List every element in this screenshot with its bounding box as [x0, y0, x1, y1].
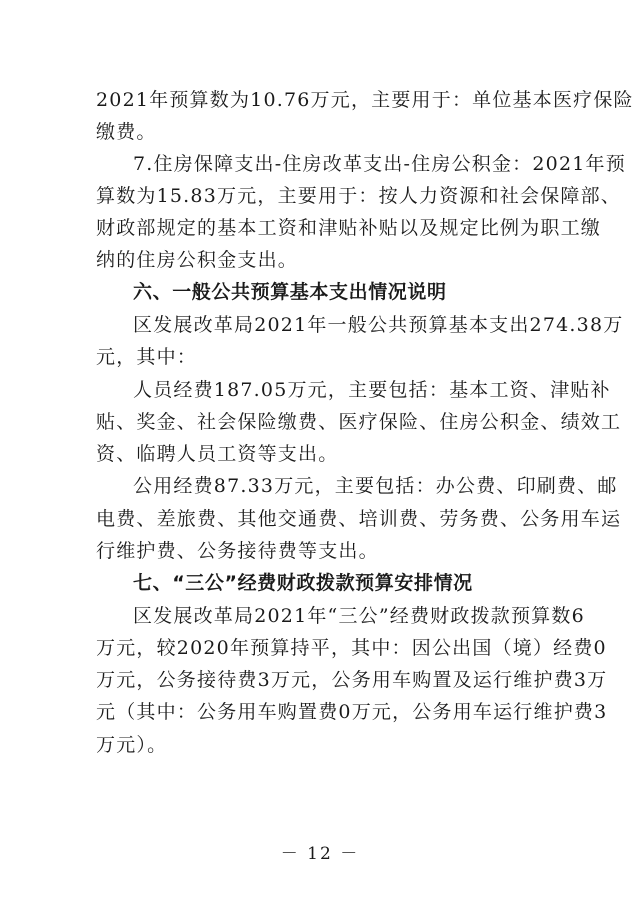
paragraph-line: 人员经费187.05万元，主要包括：基本工资、津贴补 [133, 379, 611, 401]
paragraph-line: 万元）。 [96, 734, 168, 756]
paragraph-line: 元（其中：公务用车购置费0万元，公务用车运行维护费3 [96, 701, 608, 723]
paragraph-line: 区发展改革局2021年一般公共预算基本支出274.38万 [133, 314, 624, 336]
paragraph-line: 电费、差旅费、其他交通费、培训费、劳务费、公务用车运 [96, 508, 622, 530]
paragraph-line: 缴费。 [96, 121, 157, 143]
paragraph-line: 元，其中： [96, 346, 198, 368]
page-number: － 12 － [280, 844, 360, 864]
paragraph-line: 7.住房保障支出-住房改革支出-住房公积金：2021年预 [133, 153, 626, 175]
paragraph-line: 2021年预算数为10.76万元，主要用于：单位基本医疗保险 [96, 89, 634, 111]
paragraph-line: 行维护费、公务接待费等支出。 [96, 540, 379, 562]
paragraph-line: 公用经费87.33万元，主要包括：办公费、印刷费、邮 [133, 475, 618, 497]
paragraph-line: 资、临聘人员工资等支出。 [96, 443, 339, 465]
paragraph-line: 万元，较2020年预算持平，其中：因公出国（境）经费0 [96, 637, 607, 659]
paragraph-line: 区发展改革局2021年“三公”经费财政拨款预算数6 [133, 605, 585, 627]
paragraph-line: 万元，公务接待费3万元，公务用车购置及运行维护费3万 [96, 669, 608, 691]
paragraph-line: 算数为15.83万元，主要用于：按人力资源和社会保障部、 [96, 185, 621, 207]
section-heading: 六、一般公共预算基本支出情况说明 [133, 281, 447, 303]
section-heading: 七、“三公”经费财政拨款预算安排情况 [133, 572, 473, 594]
paragraph-line: 贴、奖金、社会保险缴费、医疗保险、住房公积金、绩效工 [96, 411, 622, 433]
paragraph-line: 财政部规定的基本工资和津贴补贴以及规定比例为职工缴 [96, 217, 602, 239]
paragraph-line: 纳的住房公积金支出。 [96, 249, 299, 271]
